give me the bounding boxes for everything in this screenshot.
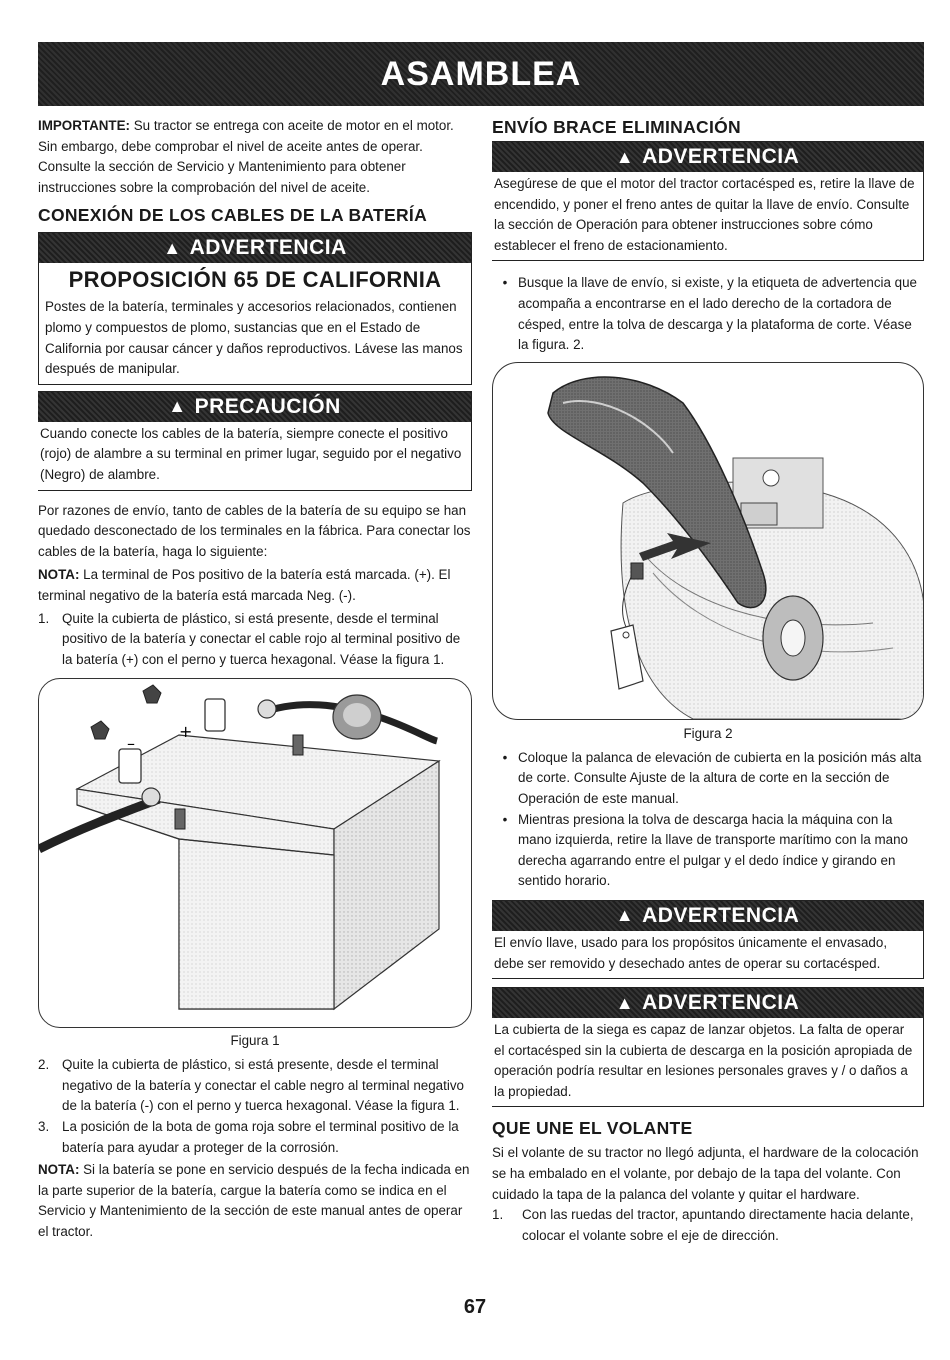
battery-cables-heading: CONEXIÓN DE LOS CABLES DE LA BATERÍA [38,205,428,226]
steering-step-1-text: Con las ruedas del tractor, apuntando directamente hacia delante, colocar el volante sobre el eje de dirección. [522,1207,914,1243]
warning-3-label: ADVERTENCIA [642,991,800,1015]
caution-bar-label: PRECAUCIÓN [194,394,341,418]
warning-1-label: ADVERTENCIA [642,145,800,168]
figure-2-mower [492,362,924,720]
intro-paragraph [38,116,472,198]
bullet-2 [492,748,924,810]
step-1-number: 1. [38,610,50,626]
caution-bar [38,392,471,422]
prop65-bar-label: ADVERTENCIA [189,236,347,260]
warning-box-1 [492,141,924,261]
warning-triangle-icon: ▲ [615,146,635,167]
negative-mark: – [127,734,135,754]
warning-box-2 [492,900,924,979]
prop65-text: Postes de la batería, terminales y accesorios relacionados, contienen plomo y compuestos de plomo, sustancias que en el Estado de California por causar cáncer y daños reproductivos. Lávese las manos después de manipular. [45,299,463,377]
prop65-title: PROPOSICIÓN 65 DE CALIFORNIA [68,267,442,293]
mower-illustration [493,363,924,719]
bullet-2-mark: • [502,749,508,765]
caution-text: Cuando conecte los cables de la batería, siempre conecte el positivo (rojo) de alambre a su terminal en primer lugar, seguido por el negativo (Negro) de alambre. [40,425,462,482]
warning-bar-1 [492,142,923,172]
nota-2-text: Si la batería se pone en servicio después de la fecha indicada en la parte superior de la batería, cargue la batería como se indica en el Servicio y Mantenimiento de la sección de este manual antes de operar el tractor. [38,1162,470,1240]
positive-mark: + [179,722,193,742]
step-3 [38,1117,472,1158]
right-column [492,116,924,1246]
warning-bar-2 [492,901,923,931]
step-1-text: Quite la cubierta de plástico, si está presente, desde el terminal positivo de la batería y conectar el cable rojo al terminal positivo de la batería (+) con el perno y tuerca hexagonal. Véase la figura 1. [62,610,461,667]
shipping-paragraph: Por razones de envío, tanto de cables de la batería de su equipo se han quedado desconectado de los terminales en la fábrica. Para conectar los cables de la batería, haga lo siguiente: [38,502,471,559]
bullet-3 [492,810,924,892]
warning-triangle-icon: ▲ [168,396,187,417]
warning-2-label: ADVERTENCIA [642,903,800,927]
importante-label: IMPORTANTE: [38,118,130,133]
left-column [38,116,472,1243]
nota-1-text: La terminal de Pos positivo de la batería está marcada. (+). El terminal negativo de la batería está marcada Neg. (-). [38,567,451,603]
warning-triangle-icon: ▲ [615,905,635,926]
page-number: 67 [463,1296,487,1318]
warning-1-text: Asegúrese de que el motor del tractor cortacésped es, retire la llave de encendido, y poner el freno antes de quitar la llave de envío. Consulte la sección de Operación para obtener instrucciones sobre cómo establecer el freno de estacionamiento. [494,176,915,253]
bullet-3-mark: • [502,811,508,827]
nota-1-label: NOTA: [38,567,80,583]
bullet-1-text: Busque la llave de envío, si existe, y la etiqueta de advertencia que acompaña a encontrarse en el lado derecho de la cortadora de césped, entre la tolva de descarga y la plataforma de corte. Véase la figura. 2. [518,275,917,353]
section-title: ASAMBLEA [380,54,582,93]
intro-text: Su tractor se entrega con aceite de motor en el motor. Sin embargo, debe comprobar el nivel de aceite antes de operar. Consulte la sección de Servicio y Mantenimiento para obtener instrucciones sobre la comprobación del nivel de aceite. [38,118,454,195]
figure-2-caption: Figura 2 [683,725,733,741]
nota-2-label: NOTA: [38,1162,80,1178]
caution-box [38,391,472,491]
step-2 [38,1055,472,1117]
steering-step-1 [492,1205,924,1246]
nota-1 [38,565,472,606]
step-3-number: 3. [38,1119,50,1135]
shipping-brace-heading: ENVÍO BRACE ELIMINACIÓN [492,117,741,137]
bullet-2-text: Coloque la palanca de elevación de cubierta en la posición más alta de corte. Consulte Ajuste de la altura de corte en la sección de Operación de este manual. [518,749,922,806]
warning-3-text: La cubierta de la siega es capaz de lanzar objetos. La falta de operar el cortacésped sin la cubierta de descarga en la posición apropiada de operación podría resultar en lesiones personales graves y / o daños a la propiedad. [494,1022,913,1099]
warning-triangle-icon: ▲ [163,237,182,258]
steering-paragraph: Si el volante de su tractor no llegó adjunta, el hardware de la colocación se ha embalado en el volante, por debajo de la tapa del volante. Con cuidado la tapa de la palanca del volante y quitar el hardware. [492,1145,919,1202]
bullet-1 [492,273,924,355]
step-2-text: Quite la cubierta de plástico, si está presente, desde el terminal negativo de la batería y conectar el cable negro al terminal negativo de la batería (-) con el perno y tuerca hexagonal. Véase la figura 1. [62,1057,464,1114]
warning-triangle-icon: ▲ [615,992,635,1013]
prop65-warning-box [38,232,472,384]
figure-1-caption: Figura 1 [230,1033,280,1049]
nota-2 [38,1160,472,1242]
section-banner [38,42,924,106]
step-2-number: 2. [38,1057,50,1073]
bullet-3-text: Mientras presiona la tolva de descarga hacia la máquina con la mano izquierda, retire la llave de transporte marítimo con la mano derecha agarrando entre el pulgar y el dedo índice y girando en sentido horario. [518,811,909,889]
battery-illustration [39,679,472,1027]
warning-box-3 [492,987,924,1107]
steering-step-1-number: 1. [492,1207,504,1223]
bullet-1-mark: • [502,275,508,291]
step-1 [38,609,472,671]
steering-wheel-heading: QUE UNE EL VOLANTE [492,1118,693,1139]
step-3-text: La posición de la bota de goma roja sobre el terminal positivo de la batería para ayudar a proteger de la corrosión. [62,1119,459,1155]
warning-2-text: El envío llave, usado para los propósitos únicamente el envasado, debe ser removido y desechado antes de operar su cortacésped. [494,934,888,971]
figure-1-battery [38,678,472,1028]
prop65-warning-bar [39,233,471,263]
warning-bar-3 [492,988,923,1018]
